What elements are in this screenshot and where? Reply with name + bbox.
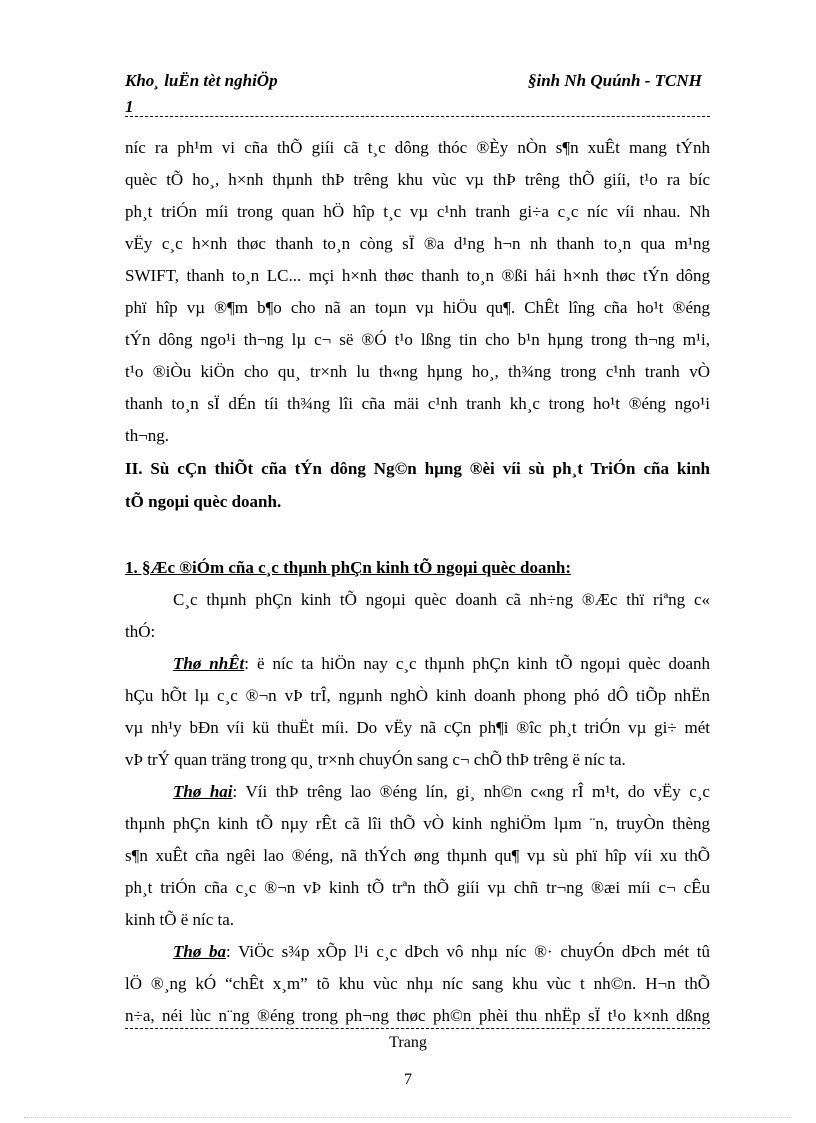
para1-line-4: vÞ trÝ quan träng trong qu¸ tr×nh chuyÓn sang c¬ chÕ thÞ trêng ë níc ta. bbox=[125, 750, 626, 769]
para2-label: Thø hai bbox=[173, 782, 233, 801]
para2-line-2: thµnh phÇn kinh tÕ nµy rÊt cã lîi thÕ vÒ kinh nghiÖm lµm ¨n, truyÒn thèng bbox=[125, 814, 710, 833]
para3-line-3: n÷a, néi lùc n¨ng ®éng trong ph¬ng thøc ph©n phèi thu nhËp sÏ t¹o k×nh dßng bbox=[125, 1006, 710, 1025]
body-line: quèc tÕ ho¸, h×nh thµnh thÞ trêng khu vùc vµ thÞ trêng thÕ giíi, t¹o ra bíc bbox=[125, 170, 710, 189]
body-line: tÝn dông ngo¹i th¬ng lµ c¬ së ®Ó t¹o lßng tin cho b¹n hµng trong th¬ng m¹i, bbox=[125, 330, 710, 349]
body-line: SWIFT, thanh to¸n LC... mçi h×nh thøc thanh to¸n ®ßi hái h×nh thøc tÝn dông bbox=[125, 266, 710, 285]
section-heading-line-1: II. Sù cÇn thiÕt cña tÝn dông Ng©n hµng ®èi víi sù ph¸t TriÓn cña kinh bbox=[125, 459, 710, 478]
para1-text: : ë níc ta hiÖn nay c¸c thµnh phÇn kinh tÕ ngoµi quèc doanh bbox=[244, 654, 710, 673]
body-line: th¬ng. bbox=[125, 426, 170, 445]
para1-line-2: hÇu hÕt lµ c¸c ®¬n vÞ trÎ, ngµnh nghÒ kinh doanh phong phó dÔ tiÕp nhËn bbox=[125, 686, 710, 705]
body-line: t¹o ®iÒu kiÖn cho qu¸ tr×nh lu th«ng hµng ho¸, th¾ng trong c¹nh tranh vÒ bbox=[125, 362, 710, 381]
para2-line-1 bbox=[125, 776, 710, 808]
footer-divider bbox=[125, 1028, 710, 1029]
page-edge-divider bbox=[24, 1117, 792, 1118]
footer-label: Trang bbox=[389, 1034, 427, 1051]
intro-line-2: thÓ: bbox=[125, 622, 156, 641]
para1-line-1 bbox=[125, 648, 710, 680]
para1-label: Thø nhÊt bbox=[173, 654, 245, 673]
para3-text: : ViÖc s¾p xÕp l¹i c¸c dÞch vô nhµ níc ®· chuyÓn dÞch mét tû bbox=[226, 942, 710, 961]
author-class: §inh Nh Quúnh - TCNH bbox=[528, 71, 702, 90]
para3-line-1 bbox=[125, 936, 710, 968]
body-line: níc ra ph¹m vi cña thÕ giíi cã t¸c dông thóc ®Èy nÒn s¶n xuÊt mang tÝnh bbox=[125, 138, 710, 157]
para2-line-3: s¶n xuÊt cña ngêi lao ®éng, nã thÝch øng thµnh qu¶ vµ sù phï hîp víi xu thÕ bbox=[125, 846, 710, 865]
para3-line-2: lÖ ®¸ng kÓ “chÊt x¸m” tõ khu vùc nhµ níc sang khu vùc t nh©n. H¬n thÕ bbox=[125, 974, 710, 993]
header-left bbox=[125, 68, 278, 120]
header-number: 1 bbox=[125, 97, 134, 116]
body-line: phï hîp vµ ®¶m b¶o cho nã an toµn vµ hiÖu qu¶. ChÊt lîng cña ho¹t ®éng bbox=[125, 298, 710, 317]
para2-text: : Víi thÞ trêng lao ®éng lín, gi¸ nh©n c«ng rÎ m¹t, do vËy c¸c bbox=[232, 782, 710, 801]
para1-line-3: vµ nh¹y bÐn víi kü thuËt míi. Do vËy nã cÇn ph¶i ®îc ph¸t triÓn vµ gi÷ mét bbox=[125, 718, 710, 737]
page-header bbox=[125, 68, 710, 118]
para3-label: Thø ba bbox=[173, 942, 227, 961]
page-number: 7 bbox=[404, 1071, 412, 1088]
section-heading-line-2: tÕ ngoµi quèc doanh. bbox=[125, 492, 282, 511]
intro-line-1: C¸c thµnh phÇn kinh tÕ ngoµi quèc doanh cã nh÷ng ®Æc thï riªng c« bbox=[173, 590, 710, 609]
subsection-heading: 1. §Æc ®iÓm cña c¸c thµnh phÇn kinh tÕ ngoµi quèc doanh: bbox=[125, 558, 572, 577]
para2-line-5: kinh tÕ ë níc ta. bbox=[125, 910, 235, 929]
body-line: ph¸t triÓn míi trong quan hÖ hîp t¸c vµ c¹nh tranh gi÷a c¸c níc víi nhau. Nh bbox=[125, 202, 710, 221]
para2-line-4: ph¸t triÓn cña c¸c ®¬n vÞ kinh tÕ trªn thÕ giíi vµ chñ tr¬ng ®æi míi c¬ cÊu bbox=[125, 878, 710, 897]
body-line: vËy c¸c h×nh thøc thanh to¸n còng sÏ ®a d¹ng h¬n nh thanh to¸n qua m¹ng bbox=[125, 234, 710, 253]
header-divider bbox=[125, 116, 710, 117]
body-line: thanh to¸n sÏ dÉn tíi th¾ng lîi cña mäi c¹nh tranh kh¸c trong ho¹t ®éng ngo¹i bbox=[125, 394, 710, 413]
thesis-title: Kho¸ luËn tèt nghiÖp bbox=[125, 71, 278, 90]
